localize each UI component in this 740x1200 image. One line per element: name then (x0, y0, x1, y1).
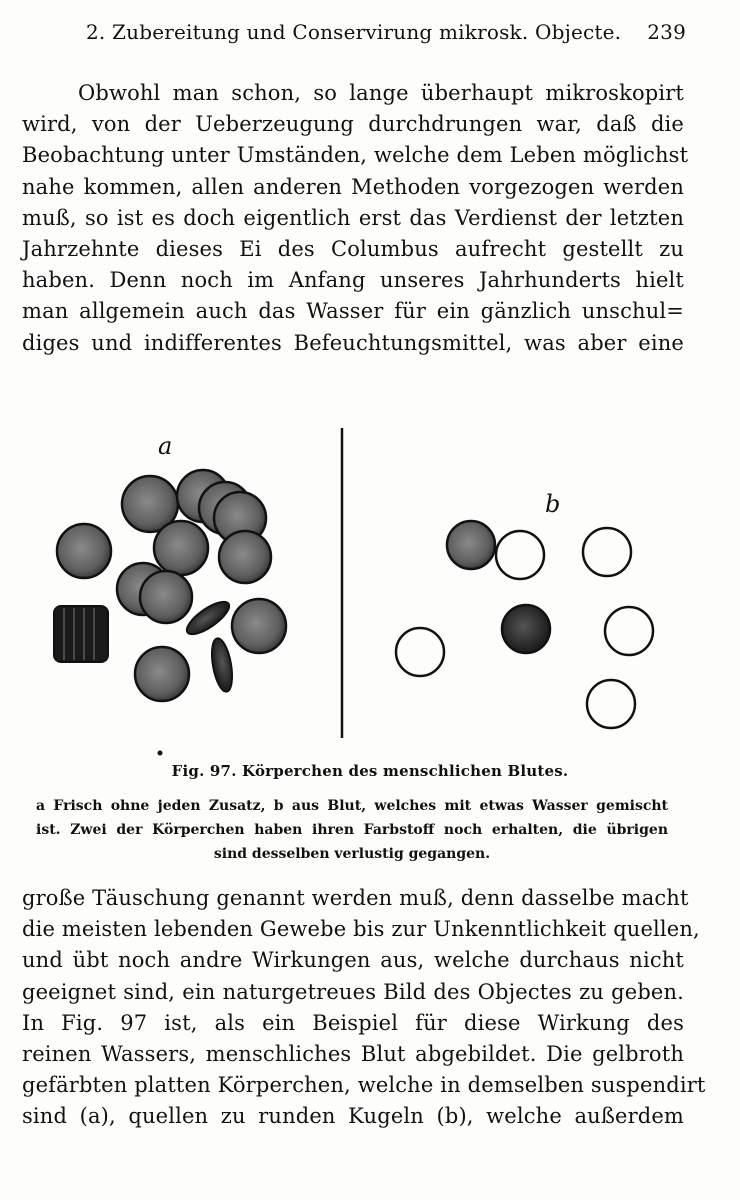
red-blood-cell (57, 524, 111, 578)
text-line: Beobachtung unter Umständen, welche dem Leben möglichst (22, 143, 689, 168)
panel-b-cells (396, 521, 653, 728)
text-line: haben. Denn noch im Anfang unseres Jahrhunderts hielt (22, 268, 684, 293)
swollen-blood-cell (587, 680, 635, 728)
text-line: man allgemein auch das Wasser für ein gänzlich unschul= (22, 299, 684, 324)
page-number: 239 (647, 20, 686, 44)
text-line: wird, von der Ueberzeugung durchdrungen war, daß die (22, 112, 684, 137)
text-line: diges und indifferentes Befeuchtungsmittel, was aber eine (22, 330, 684, 355)
swollen-blood-cell (396, 628, 444, 676)
text-line: In Fig. 97 ist, als ein Beispiel für diese Wirkung des (22, 1010, 684, 1035)
text-line: geeignet sind, ein naturgetreues Bild des Objectes zu geben. (22, 979, 684, 1004)
figure-97 (40, 420, 700, 765)
text-line: und übt noch andre Wirkungen aus, welche durchaus nicht (22, 948, 684, 973)
text-line: gefärbten platten Körperchen, welche in demselben suspendirt (22, 1073, 706, 1098)
red-blood-cell-edge-on (208, 637, 235, 693)
colored-blood-cell (447, 521, 495, 569)
figure-caption-body (36, 794, 668, 866)
red-blood-cell (140, 571, 192, 623)
running-head-title: 2. Zubereitung und Conservirung mikrosk. Objecte. (86, 20, 622, 44)
text-line: reinen Wassers, menschliches Blut abgebildet. Die gelbroth (22, 1041, 684, 1066)
text-line: sind (a), quellen zu runden Kugeln (b), welche außerdem (22, 1104, 684, 1129)
figure-label-a: a (158, 432, 173, 460)
caption-line: sind desselben verlustig gegangen. (213, 846, 491, 862)
cell-rouleau (54, 606, 108, 662)
running-head (86, 20, 686, 54)
colored-blood-cell (502, 605, 550, 653)
text-line: Jahrzehnte dieses Ei des Columbus aufrecht gestellt zu (22, 236, 684, 261)
text-line: große Täuschung genannt werden muß, denn dasselbe macht (22, 886, 689, 910)
swollen-blood-cell (583, 528, 631, 576)
caption-line: ist. Zwei der Körperchen haben ihren Farbstoff noch erhalten, die übrigen (36, 822, 668, 838)
body-text-top (22, 78, 689, 359)
red-blood-cell (219, 531, 271, 583)
swollen-blood-cell (496, 531, 544, 579)
text-line: muß, so ist es doch eigentlich erst das Verdienst der letzten (22, 205, 684, 230)
caption-line: a Frisch ohne jeden Zusatz, b aus Blut, welches mit etwas Wasser gemischt (36, 798, 668, 814)
swollen-blood-cell (605, 607, 653, 655)
text-line: die meisten lebenden Gewebe bis zur Unkenntlichkeit quellen, (22, 917, 700, 942)
figure-caption-title: Fig. 97. Körperchen des menschlichen Blutes. (171, 762, 569, 780)
red-blood-cell (232, 599, 286, 653)
figure-label-b: b (545, 490, 561, 518)
body-text-bottom (22, 883, 706, 1133)
blood-cells-illustration (40, 420, 700, 765)
panel-a-cells (54, 470, 286, 756)
text-line: Obwohl man schon, so lange überhaupt mikroskopirt (78, 81, 684, 105)
red-blood-cell (154, 521, 208, 575)
ink-dot (158, 751, 163, 756)
text-line: nahe kommen, allen anderen Methoden vorgezogen werden (22, 174, 684, 199)
red-blood-cell (135, 647, 189, 701)
